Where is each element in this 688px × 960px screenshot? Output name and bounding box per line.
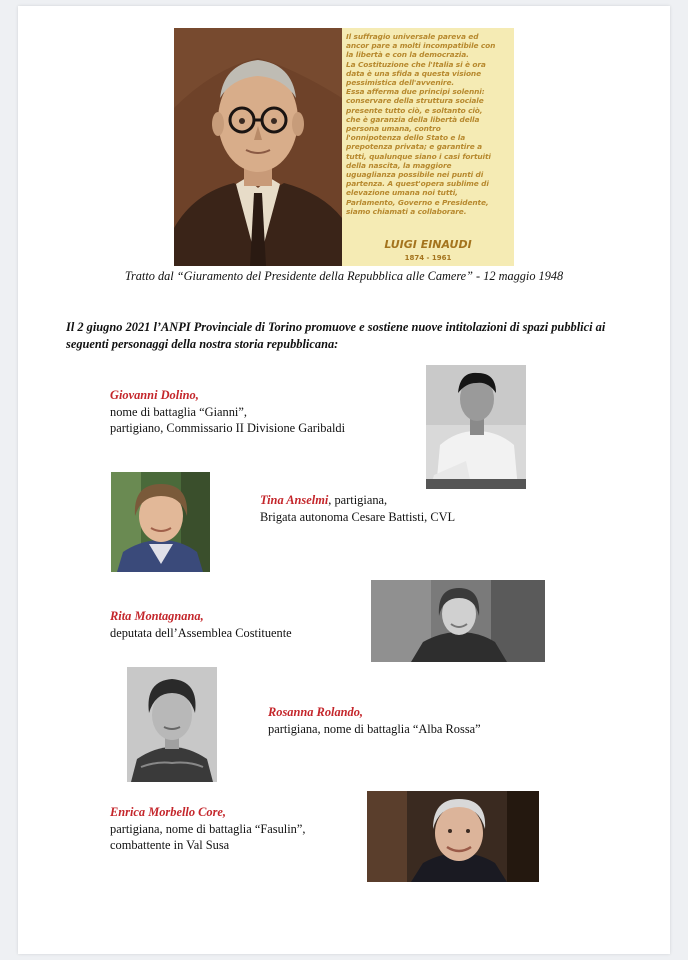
person-name: Rosanna Rolando, <box>268 705 364 719</box>
person-detail: combattente in Val Susa <box>110 838 230 852</box>
person-detail: partigiano, Commissario II Divisione Garibaldi <box>110 421 346 435</box>
person-detail: partigiana, nome di battaglia “Fasulin”, <box>110 821 306 836</box>
document-page <box>18 6 670 954</box>
einaudi-years: 1874 - 1961 <box>404 254 452 262</box>
person-name: Enrica Morbello Core <box>110 805 223 819</box>
photo-giovanni-dolino <box>426 365 526 489</box>
person-name-suffix: , <box>200 609 204 623</box>
photo-enrica-morbello-core <box>367 791 539 882</box>
person-tina-anselmi <box>260 492 580 525</box>
person-giovanni-dolino <box>110 387 430 437</box>
person-detail: nome di battaglia “Gianni”, <box>110 404 247 419</box>
person-name: Giovanni Dolino <box>110 388 196 402</box>
person-name-suffix: , partigiana, <box>328 493 388 507</box>
person-name: Tina Anselmi <box>260 493 329 507</box>
intro-paragraph: Il 2 giugno 2021 l’ANPI Provinciale di Torino promuove e sostiene nuove intitolazioni di spazi pubblici ai seguenti personaggi della nostra storia repubblicana: <box>66 320 606 351</box>
person-rosanna-rolando <box>268 704 588 737</box>
photo-tina-anselmi <box>111 472 210 572</box>
photo-rita-montagnana <box>371 580 545 662</box>
poster-caption: Tratto dal “Giuramento del Presidente della Repubblica alle Camere” - 12 maggio 1948 <box>124 269 564 283</box>
photo-rosanna-rolando <box>127 667 217 782</box>
einaudi-name: LUIGI EINAUDI <box>384 238 472 251</box>
person-name-suffix: , <box>222 805 227 819</box>
einaudi-poster <box>174 28 514 266</box>
person-detail: Brigata autonoma Cesare Battisti, CVL <box>260 509 456 524</box>
person-name: Rita Montagnana <box>110 609 201 623</box>
person-name-suffix: , <box>195 388 199 402</box>
person-detail: deputata dell’Assemblea Costituente <box>110 625 292 640</box>
person-detail: partigiana, nome di battaglia “Alba Rossa” <box>268 721 481 736</box>
einaudi-quote: Il suffragio universale pareva ed ancor pare a molti incompatibile con la libertà e con la democrazia. La Costituzione che l'Italia si è ora data è una sfida a questa visione pessimistica dell'avvenire. Essa afferma due principi solenni: conservare della struttura sociale presente tutto ciò, e soltanto ciò, che è garanzia della libertà della persona umana, contro l'onnipotenza dello Stato e la prepotenza privata; e garantire a tutti, qualunque siano i casi fortuiti della nascita, la maggiore uguaglianza possibile nei punti di partenza. A quest'opera sublime di elevazione umana noi tutti, Parlamento, Governo e Presidente, siamo chiamati a collaborare. <box>346 32 496 216</box>
einaudi-portrait <box>174 28 342 266</box>
